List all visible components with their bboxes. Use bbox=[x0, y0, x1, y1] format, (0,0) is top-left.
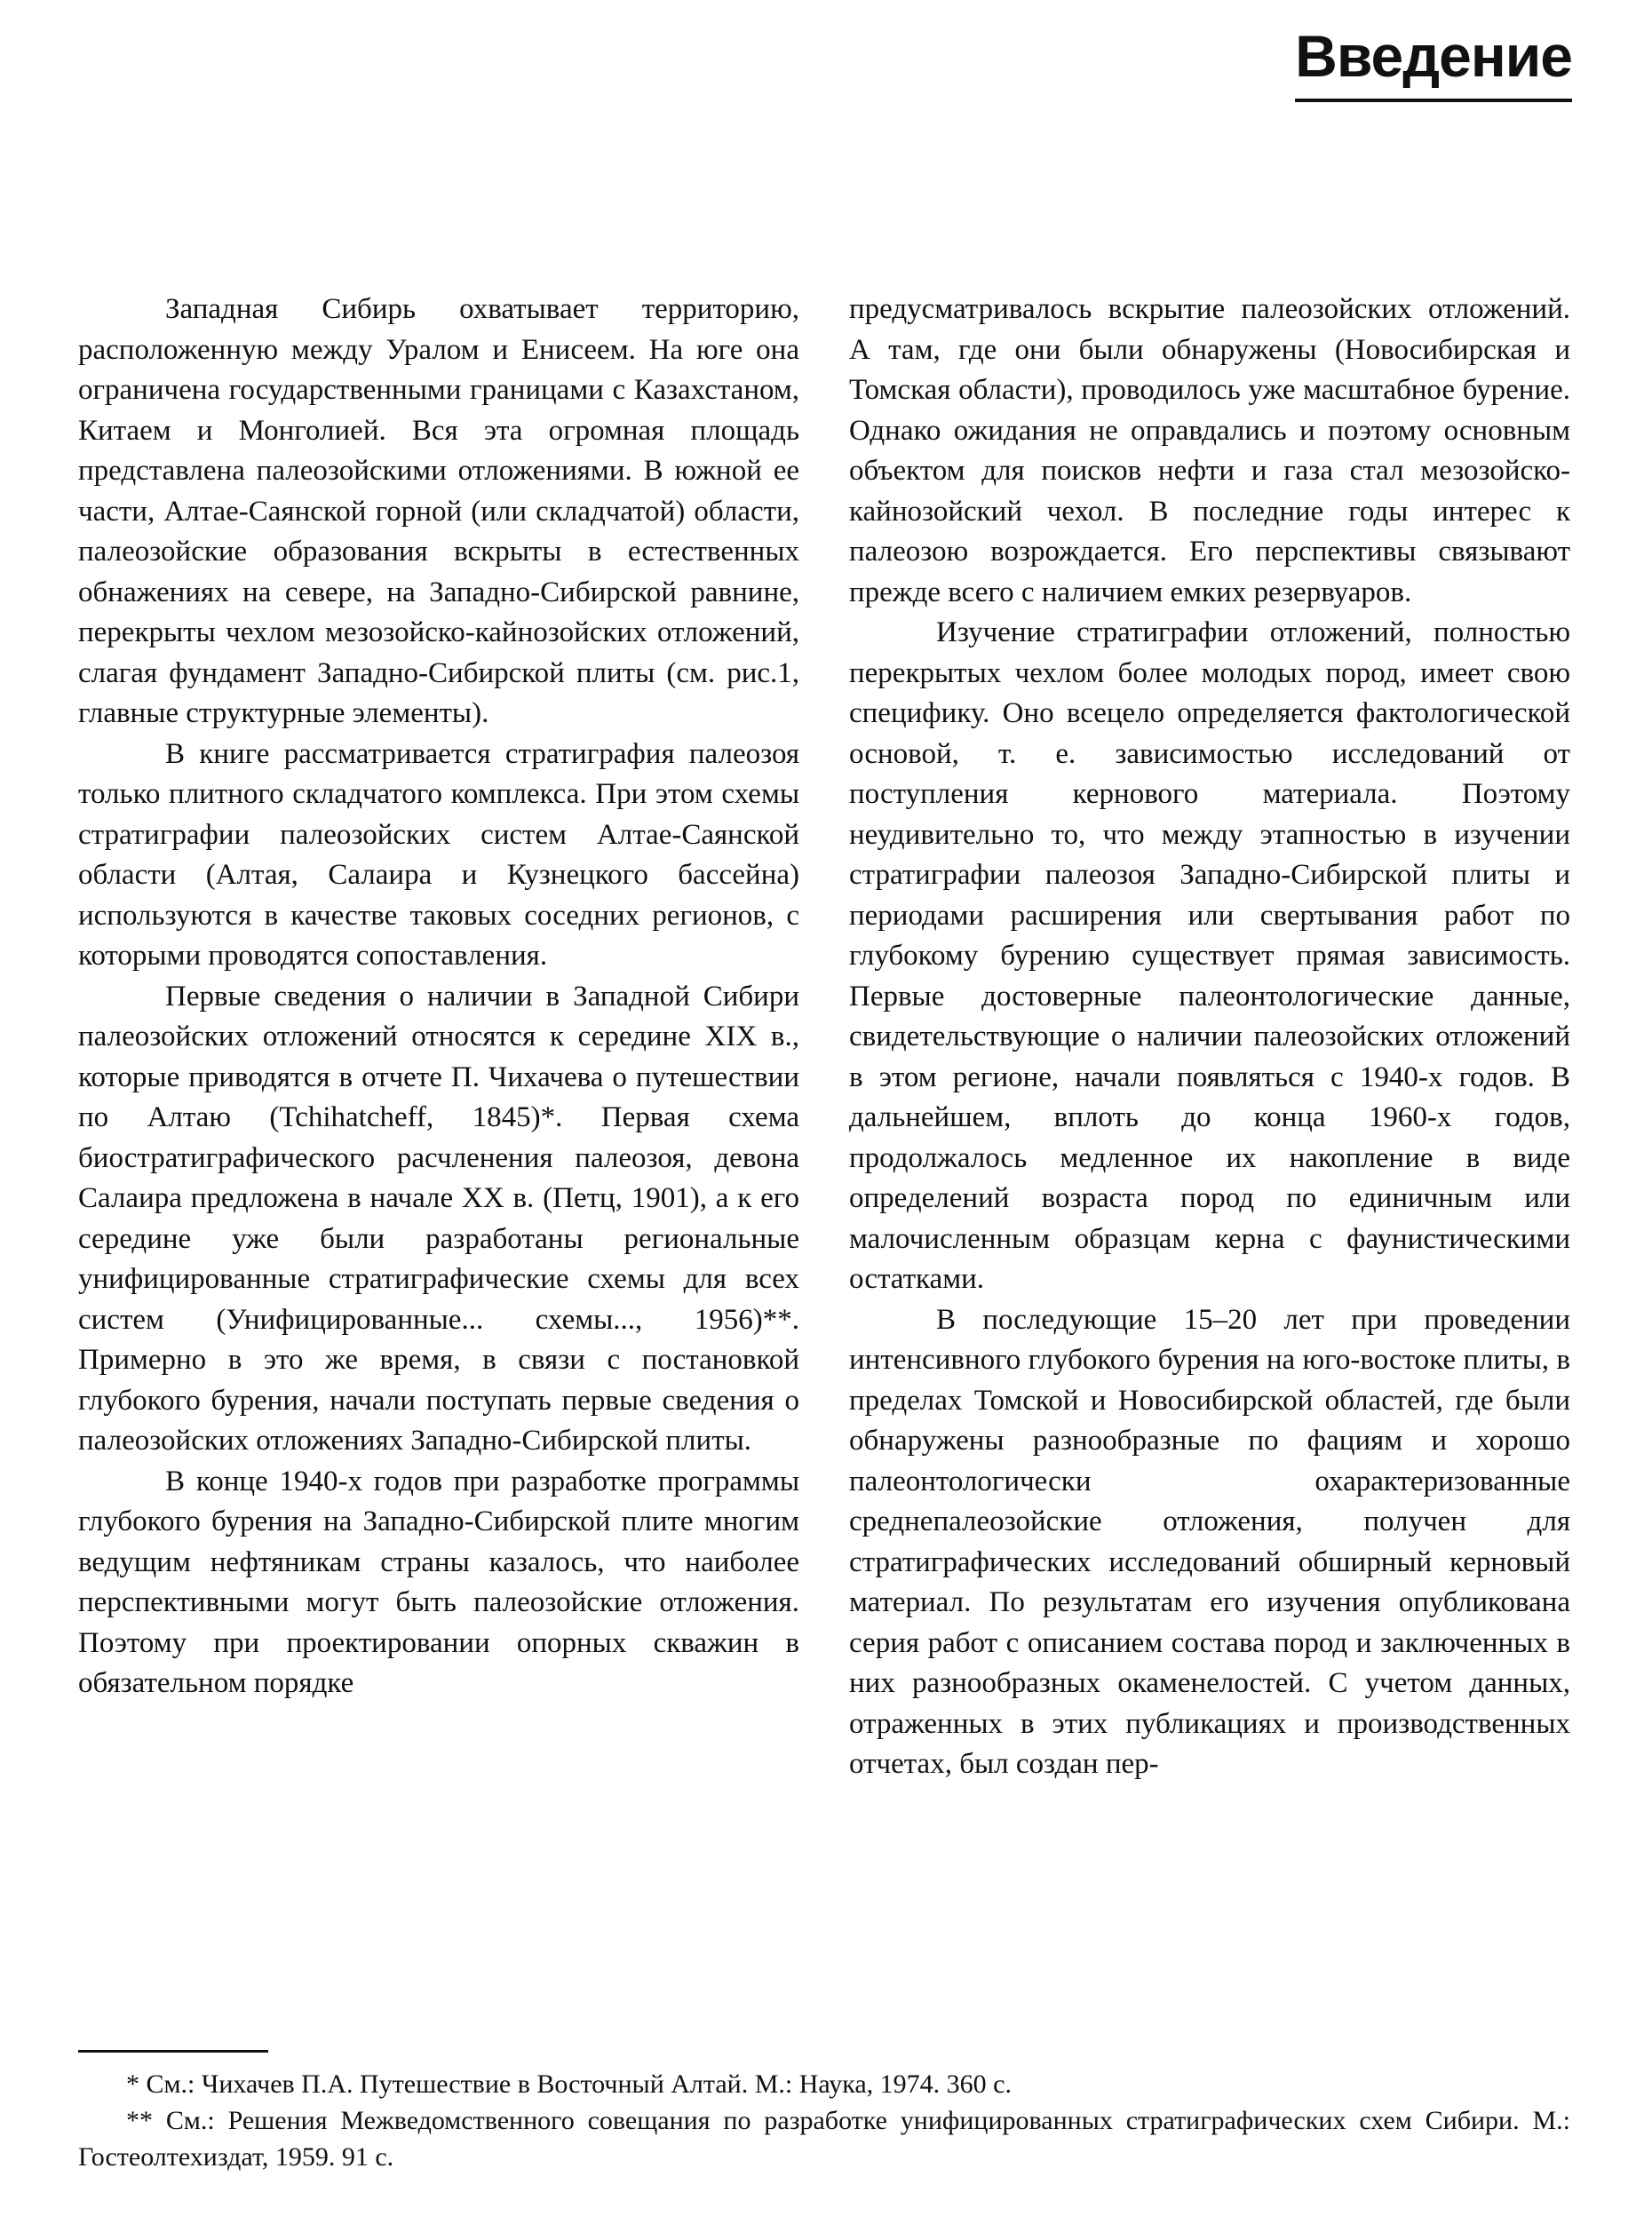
paragraph: В конце 1940-х годов при разработке программы глубокого бурения на Западно-Сибирской плите многим ведущим нефтяникам страны казалось, что наиболее перспективными могут быть палеозойские отложения. Поэтому при проектировании опорных скважин в обязательном порядке bbox=[78, 1465, 799, 1699]
paragraph: Западная Сибирь охватывает территорию, расположенную между Уралом и Енисеем. На юге она ограничена государственными границами с Казахстаном, Китаем и Монголией. Вся эта огромная площадь представлена палеозойскими отложениями. В южной ее части, Алтае-Саянской горной (или складчатой) области, палеозойские образования вскрыты в естественных обнажениях на севере, на Западно-Сибирской равнине, перекрыты чехлом мезозойско-кайнозойских отложений, слагая фундамент Западно-Сибирской плиты (см. рис.1, главные структурные элементы). bbox=[78, 293, 799, 729]
paragraph-continuation: предусматривалось вскрытие палеозойских отложений. А там, где они были обнаружены (Новосибирская и Томская области), проводилось уже масштабное бурение. Однако ожидания не оправдались и поэтому основным объектом для поисков нефти и газа стал мезозойско-кайнозойский чехол. В последние годы интерес к палеозою возрождается. Его перспективы связывают прежде всего с наличием емких резервуаров. bbox=[849, 293, 1570, 608]
right-column bbox=[849, 290, 1570, 1785]
left-column bbox=[78, 290, 799, 1785]
page-title: Введение bbox=[1295, 21, 1572, 102]
body-text bbox=[78, 290, 1570, 1785]
footnotes bbox=[78, 2066, 1570, 2175]
footnote-divider bbox=[78, 2050, 268, 2053]
footnote: * См.: Чихачев П.А. Путешествие в Восточный Алтай. М.: Наука, 1974. 360 с. bbox=[126, 2069, 1012, 2099]
paragraph: Изучение стратиграфии отложений, полностью перекрытых чехлом более молодых пород, имеет свою специфику. Оно всецело определяется фактологической основой, т. е. зависимостью исследований от поступления кернового материала. Поэтому неудивительно то, что между этапностью в изучении стратиграфии палеозоя Западно-Сибирской плиты и периодами расширения или свертывания работ по глубокому бурению существует прямая зависимость. Первые достоверные палеонтологические данные, свидетельствующие о наличии палеозойских отложений в этом регионе, начали появляться с 1940-х годов. В дальнейшем, вплоть до конца 1960-х годов, продолжалось медленное их накопление в виде определений возраста пород по единичным или малочисленным образцам керна с фаунистическими остатками. bbox=[849, 616, 1570, 1295]
paragraph: Первые сведения о наличии в Западной Сибири палеозойских отложений относятся к середине XIX в., которые приводятся в отчете П. Чихачева о путешествии по Алтаю (Tchihatcheff, 1845)*. Первая схема биостратиграфического расчленения палеозоя, девона Салаира предложена в начале XX в. (Петц, 1901), а к его середине уже были разработаны региональные унифицированные стратиграфические схемы для всех систем (Унифицированные... схемы..., 1956)**. Примерно в это же время, в связи с постановкой глубокого бурения, начали поступать первые сведения о палеозойских отложениях Западно-Сибирской плиты. bbox=[78, 980, 799, 1457]
page-header bbox=[1295, 21, 1572, 102]
paragraph: В последующие 15–20 лет при проведении интенсивного глубокого бурения на юго-востоке плиты, в пределах Томской и Новосибирской областей, где были обнаружены разнообразные по фациям и хорошо палеонтологически охарактеризованные среднепалеозойские отложения, получен для стратиграфических исследований обширный керновый материал. По результатам его изучения опубликована серия работ с описанием состава пород и заключенных в них разнообразных окаменелостей. С учетом данных, отраженных в этих публикациях и производственных отчетах, был создан пер- bbox=[849, 1303, 1570, 1780]
footnote: ** См.: Решения Межведомственного совещания по разработке унифицированных стратиграфических схем Сибири. М.: Гостеолтехиздат, 1959. 91 с. bbox=[78, 2106, 1570, 2172]
paragraph: В книге рассматривается стратиграфия палеозоя только плитного складчатого комплекса. При этом схемы стратиграфии палеозойских систем Алтае-Саянской области (Алтая, Салаира и Кузнецкого бассейна) используются в качестве таковых соседних регионов, с которыми проводятся сопоставления. bbox=[78, 737, 799, 972]
